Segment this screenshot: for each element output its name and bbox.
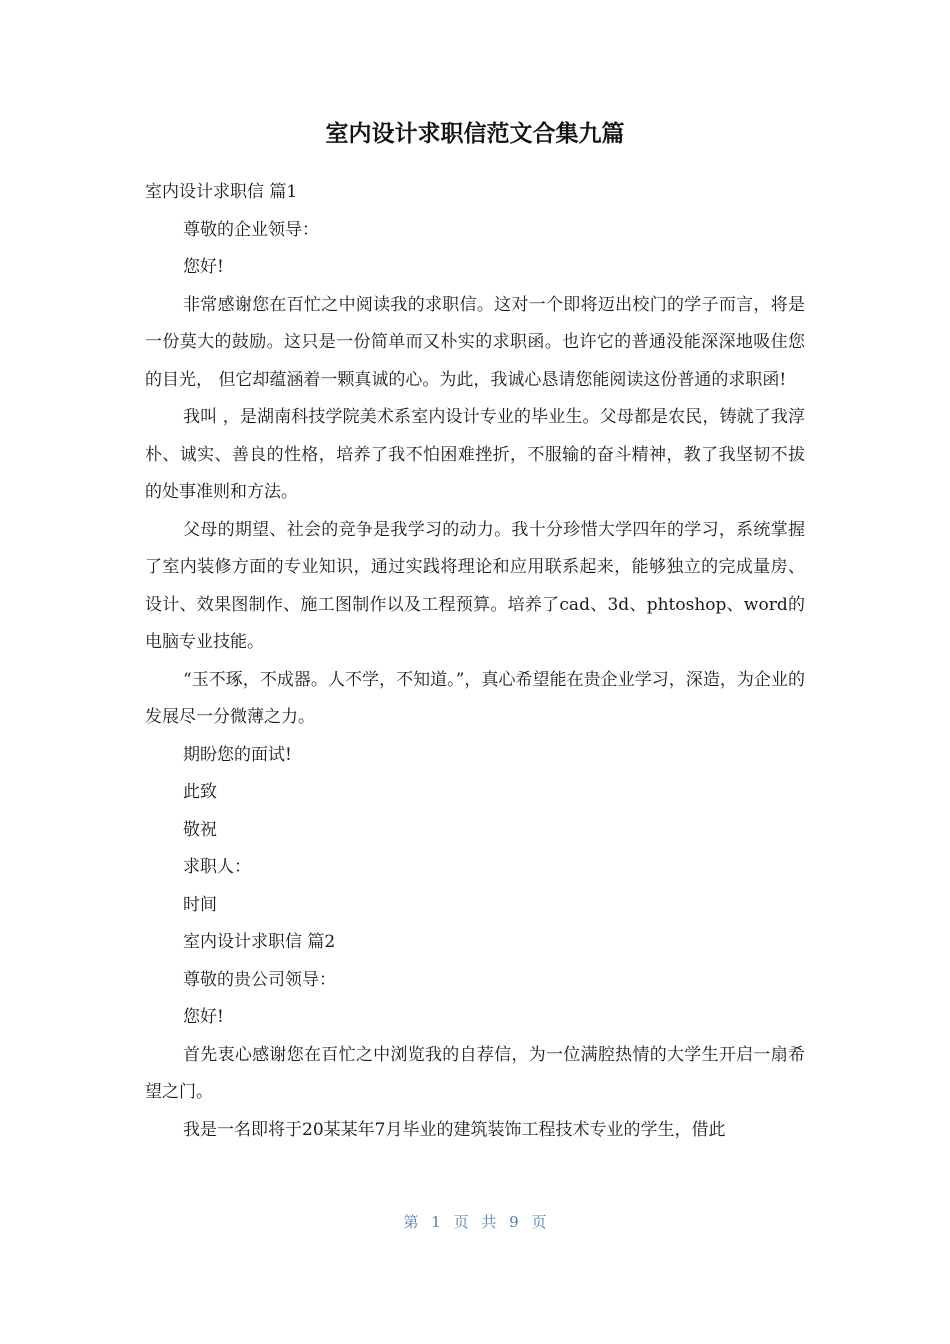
greeting: 您好!: [183, 1007, 224, 1027]
body-paragraph: 首先衷心感谢您在百忙之中浏览我的自荐信，为一位满腔热情的大学生开启一扇希望之门。: [145, 1044, 805, 1102]
document-body: [145, 174, 805, 1149]
salutation: 尊敬的企业领导：: [183, 219, 319, 240]
body-paragraph: 我叫 ，是湖南科技学院美术系室内设计专业的毕业生。父母都是农民，铸就了我淳朴、诚实、善良的性格，培养了我不怕困难挫折，不服输的奋斗精神，教了我坚韧不拔的处事准则和方法。: [145, 407, 805, 502]
signature-line: 求职人：: [183, 857, 251, 877]
section-heading: 室内设计求职信 篇2: [183, 932, 336, 952]
body-paragraph: “玉不琢，不成器。人不学，不知道。”，真心希望能在贵企业学习，深造，为企业的发展尽一分微薄之力。: [145, 669, 805, 727]
page-footer: 第 1 页 共 9 页: [403, 1213, 547, 1231]
date-line: 时间: [183, 894, 217, 915]
closing-line: 期盼您的面试!: [183, 744, 292, 765]
section-heading: 室内设计求职信 篇1: [145, 182, 298, 202]
closing-line: 敬祝: [183, 819, 217, 840]
closing-line: 此致: [183, 782, 217, 802]
document-title: 室内设计求职信范文合集九篇: [325, 121, 625, 147]
body-paragraph: 非常感谢您在百忙之中阅读我的求职信。这对一个即将迈出校门的学子而言，将是一份莫大的鼓励。这只是一份简单而又朴实的求职函。也许它的普通没能深深地吸住您的目光， 但它却蕴涵着一颗真诚的心。为此，我诚心恳请您能阅读这份普通的求职函!: [145, 294, 805, 390]
body-paragraph: 我是一名即将于20某某年7月毕业的建筑装饰工程技术专业的学生，借此: [183, 1119, 726, 1140]
salutation: 尊敬的贵公司领导：: [183, 969, 336, 990]
body-paragraph: 父母的期望、社会的竞争是我学习的动力。我十分珍惜大学四年的学习，系统掌握了室内装修方面的专业知识，通过实践将理论和应用联系起来，能够独立的完成量房、设计、效果图制作、施工图制作以及工程预算。培养了cad、3d、phtoshop、word的电脑专业技能。: [145, 519, 805, 652]
greeting: 您好!: [183, 257, 224, 277]
